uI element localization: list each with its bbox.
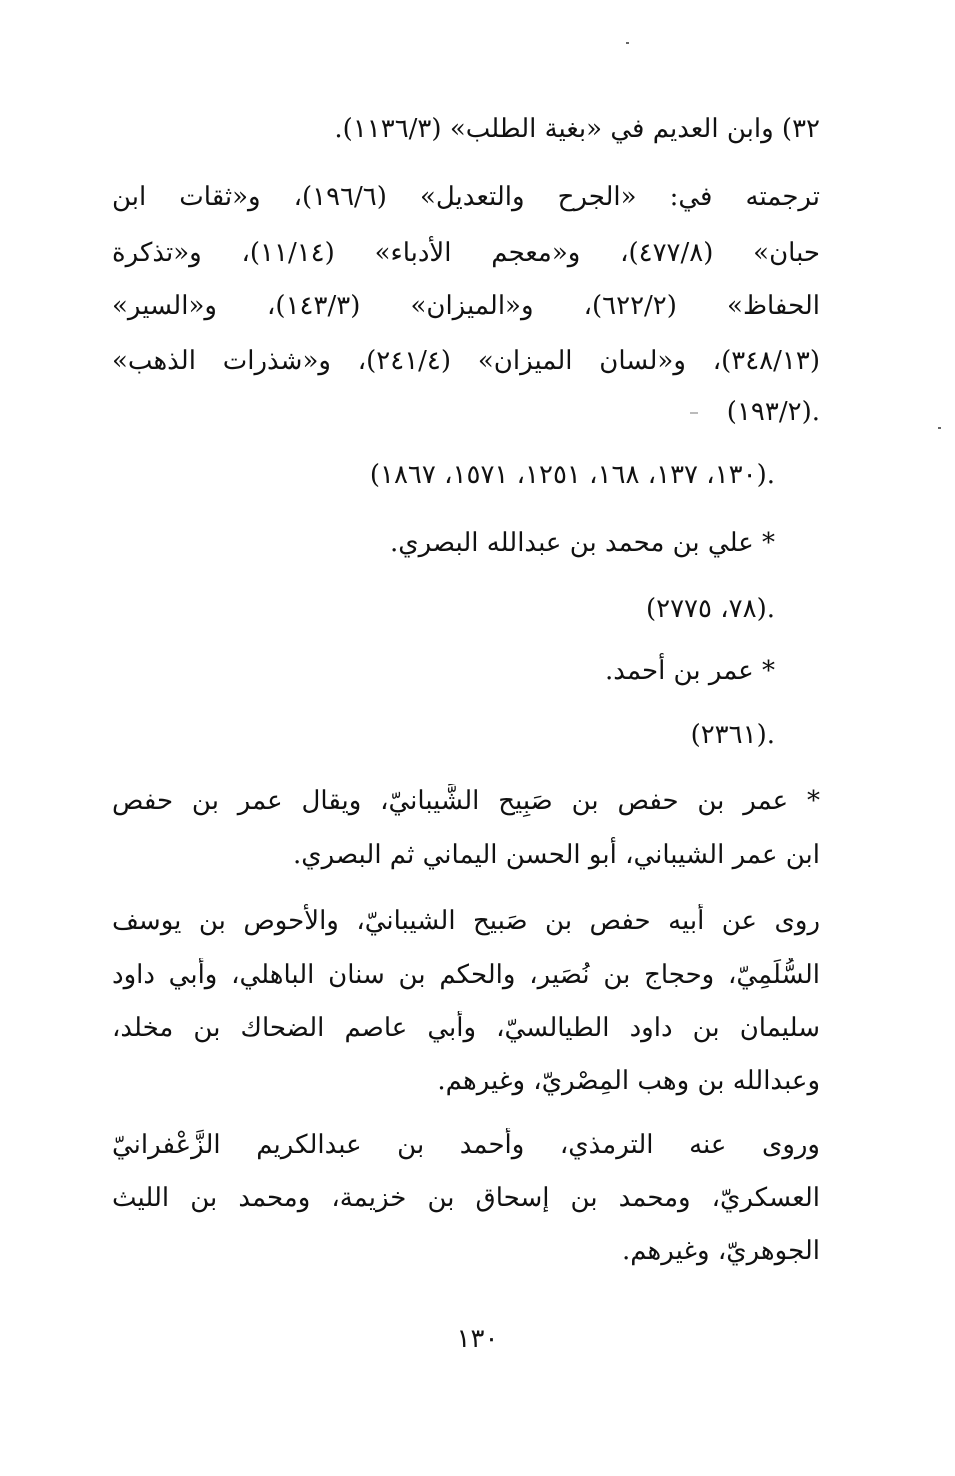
scan-speck [938,427,941,429]
hadith-numbers: (٧٨، ٢٧٧٥). [645,594,775,624]
page-number: ١٣٠ [456,1324,499,1354]
scan-speck [690,412,698,414]
narrated-from-paragraph-line: السُّلَمِيّ، وحجاج بن نُصَير، والحكم بن سنان الباهلي، وأبي داود [112,960,820,990]
scan-speck [626,42,629,44]
narrated-by-paragraph-line: العسكريّ، ومحمد بن إسحاق بن خزيمة، ومحمد بن الليث [112,1183,820,1213]
narrator-entry-heading: ابن عمر الشيباني، أبو الحسن اليماني ثم البصري. [293,840,820,870]
narrated-from-paragraph-line: روى عن أبيه حفص بن صَبيح الشيبانيّ، والأحوص بن يوسف [112,906,820,936]
narrator-entry-heading: * عمر بن حفص بن صَبِيح الشَّيبانيّ، ويقال عمر بن حفص [112,786,820,816]
references-paragraph-line: (١٩٣/٢). [726,397,820,427]
narrated-by-paragraph-line: وروى عنه الترمذي، وأحمد بن عبدالكريم الزَّعْفرانيّ [112,1130,820,1160]
narrated-from-paragraph-line: سليمان بن داود الطيالسيّ، وأبي عاصم الضحاك بن مخلد، [112,1013,820,1043]
references-paragraph-line: حبان» (٤٧٧/٨)، و«معجم الأدباء» (١١/١٤)، و«تذكرة [112,238,820,268]
narrated-by-paragraph-line: الجوهريّ، وغيرهم. [621,1236,820,1266]
narrator-entry-heading: * علي بن محمد بن عبدالله البصري. [389,528,775,558]
footnote-32-line: ٣٢) وابن العديم في «بغية الطلب» (١١٣٦/٣). [334,114,820,144]
references-paragraph-line: الحفاظ» (٦٢٢/٢)، و«الميزان» (١٤٣/٣)، و«السير» [112,291,820,321]
references-paragraph-line: ترجمته في: «الجرح والتعديل» (١٩٦/٦)، و«ثقات ابن [112,182,820,212]
hadith-numbers: (١٣٠، ١٣٧، ١٦٨، ١٢٥١، ١٥٧١، ١٨٦٧). [369,460,775,490]
narrator-entry-heading: * عمر بن أحمد. [605,656,775,686]
references-paragraph-line: (٣٤٨/١٣)، و«لسان الميزان» (٢٤١/٤)، و«شذرات الذهب» [112,346,820,376]
hadith-numbers: (٢٣٦١). [690,720,775,750]
narrated-from-paragraph-line: وعبدالله بن وهب المِصْريّ، وغيرهم. [437,1066,820,1096]
